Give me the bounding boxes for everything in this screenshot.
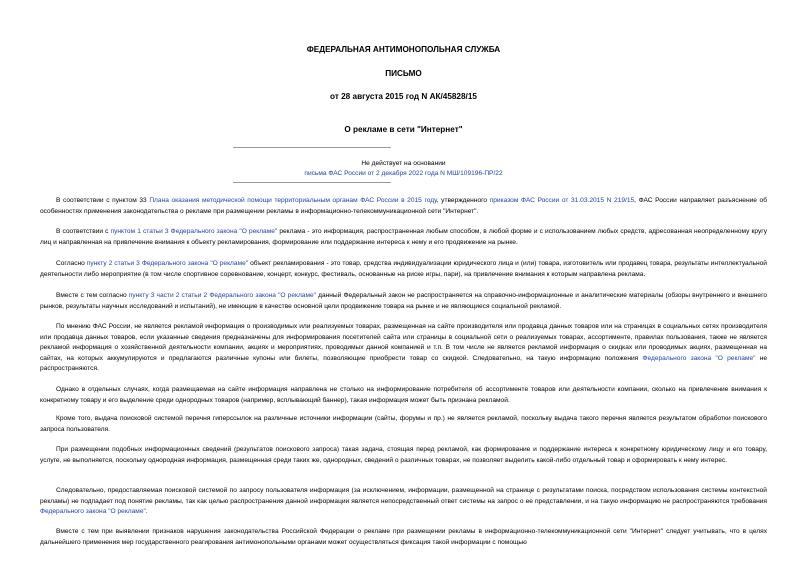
text-span: реклама - это информация, распространенная любым способом, в любой форме и с использованием любых средств, адресованная неопределенному кругу лиц и направленная на привлечение внимания к объекту рекламирования, формирование или поддержание интереса к нему и его продвижение на рынке. <box>40 228 767 246</box>
text-span: не распространяются. <box>40 354 768 372</box>
paragraph-5 <box>40 322 767 375</box>
paragraph-9 <box>40 486 767 518</box>
law-link[interactable]: пункту 2 статьи 3 Федерального закона "О рекламе" <box>86 260 249 267</box>
text-span: объект рекламирования - это товар, средства индивидуализации юридического лица и (или) товара, изготовитель или продавец товара, результаты интеллектуальной деятельности либо мероприятие (в том числе спортивное соревнование, концерт, конкурс, фестиваль, основанные на риске игры, пари), на привлечение внимания к которым направлена реклама. <box>40 260 767 278</box>
law-link[interactable]: Федерального закона "О рекламе" <box>642 354 756 362</box>
text-span: , ФАС России направляет разъяснение об особенностях применения законодательства о рекламе при размещении рекламы в информационно-телекоммуникационной сети "Интернет". <box>40 197 767 215</box>
order-link[interactable]: приказом ФАС России от 31.03.2015 N 219/15 <box>489 197 635 204</box>
doc-subject: О рекламе в сети "Интернет" <box>344 125 463 134</box>
law-link[interactable]: пунктом 1 статьи 3 Федерального закона "О рекламе" <box>110 228 278 235</box>
text-span: По мнению ФАС России, не является рекламой информация о производимых или реализуемых товарах, размещенная на сайте производителя или продавца данных товаров или на страницах в социальных сетях производителя или продавца данных товаров, если указанные сведения предназначены для информирования посетителей сайта или страницы в социальной сети о реализуемых товарах, ассортименте, правилах пользования, также не является рекламой информация о хозяйственной деятельности компании, акциях и мероприятиях, проводимых данной компанией и т.п. В том числе не является рекламой информация о скидках или проводимых акциях, размещенная на сайтах, на которых аккумулируются и предлагаются различные купоны или билеты, позволяющие приобрести товар со скидкой. Следовательно, на такую информацию положения <box>40 323 767 362</box>
paragraph-3 <box>40 259 767 280</box>
separator-rule <box>233 182 391 183</box>
text-span: Вместе с тем согласно <box>56 292 129 299</box>
law-link[interactable]: Федерального закона "О рекламе" <box>40 508 146 515</box>
status-link[interactable]: письма ФАС России от 2 декабря 2022 года N МШ/109196-ПР/22 <box>304 170 503 177</box>
paragraph-8: При размещении подобных информационных сведений (результатов поискового запроса) такая задача, стоящая перед рекламой, как формирование и поддержание интереса к конкретному юридическому лицу и его товару, услуге, не выполняется, поскольку однородная информация, размещенная среди таких же, однородных, сведений о различных товарах, не позволяет выделить какой-либо отдельный товар и сформировать к нему интерес. <box>40 446 767 464</box>
plan-link[interactable]: Плана оказания методической помощи территориальным органам ФАС России в 2015 году <box>149 197 437 204</box>
paragraph-10: Вместе с тем при выявлении признаков нарушения законодательства Российской Федерации о рекламе при размещении рекламы в информационно-телекоммуникационной сети "Интернет" следует учитывать, что в целях дальнейшего применения мер государственного реагирования антимонопольными органами может осуществляться фиксация такой информации с помощью <box>40 528 767 546</box>
separator-rule <box>233 147 391 148</box>
paragraph-6: Однако в отдельных случаях, когда размещаемая на сайте информация направлена не столько на информирование потребителя об ассортименте товаров или деятельности компании, сколько на привлечение внимания к конкретному товару и его выделение среди однородных товаров (например, всплывающий баннер), такая информация может быть признана рекламой. <box>40 386 767 404</box>
text-span: В соответствии с пунктом 33 <box>56 197 150 204</box>
paragraph-1 <box>40 196 767 217</box>
paragraph-2 <box>40 227 767 248</box>
status-link-line <box>0 169 807 178</box>
text-span: данный Федеральный закон не распространяется на справочно-информационные и аналитические материалы (обзоры внутреннего и внешнего рынков, результаты научных исследований и испытаний), не имеющие в качестве основной цели продвижение товара на рынке и не являющиеся социальной рекламой. <box>40 292 768 310</box>
text-span: , утвержденного <box>436 197 490 204</box>
text-span: . <box>145 508 148 515</box>
text-span: В соответствии с <box>56 228 111 235</box>
status-note: Не действует на основании <box>361 160 446 167</box>
law-link[interactable]: пункту 3 части 2 статьи 2 Федерального закона "О рекламе" <box>128 292 317 299</box>
agency-title: ФЕДЕРАЛЬНАЯ АНТИМОНОПОЛЬНАЯ СЛУЖБА <box>306 45 501 54</box>
text-span: Согласно <box>56 260 87 267</box>
paragraph-7: Кроме того, выдача поисковой системой перечня гиперссылок на различные источники информации (сайты, форумы и пр.) не является рекламой, поскольку выдача такого перечня является результатом обработки поискового запроса пользователя. <box>40 415 767 433</box>
doc-type: ПИСЬМО <box>385 69 422 78</box>
paragraph-4 <box>40 291 767 312</box>
doc-date-number: от 28 августа 2015 год N АК/45828/15 <box>330 92 477 101</box>
text-span: Следовательно, предоставляемая поисковой системой по запросу пользователя информация (за исключением, информации, размещенной на странице с результатами поиска, посредством использования системы контекстной рекламы) не подпадает под понятие рекламы, так как целью распространения данной информации является непосредственный ответ системы на запрос о ее представлении, и на такую информацию не распространяются требования <box>40 487 767 505</box>
